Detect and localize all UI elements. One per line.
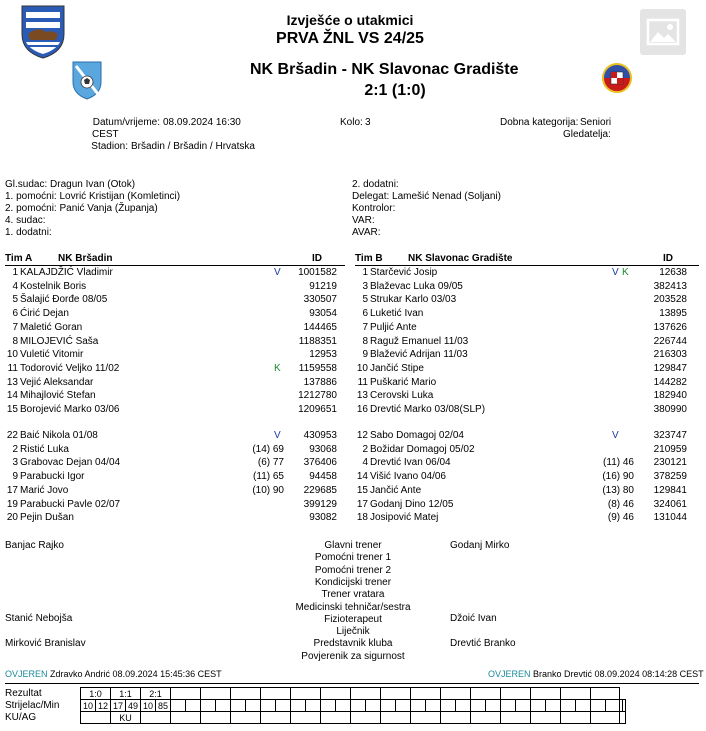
player-number: 2	[362, 444, 368, 455]
team-a-club-rep: Mirković Branislav	[5, 638, 86, 649]
player-id: 1209651	[298, 404, 337, 415]
player-id: 137886	[303, 377, 337, 388]
player-id: 380990	[653, 404, 687, 415]
summary-grid	[80, 687, 626, 724]
player-name: Puljić Ante	[370, 322, 417, 333]
substitution-info: (16) 90	[602, 471, 634, 482]
player-number: 14	[356, 471, 368, 482]
player-id: 430953	[303, 430, 337, 441]
player-number: 13	[6, 377, 18, 388]
player-id: 129847	[653, 363, 687, 374]
player-id: 91219	[309, 281, 337, 292]
player-number: 9	[362, 349, 368, 360]
spectators-label: Gledatelja:	[563, 129, 611, 140]
player-name: Parabucki Pavle 02/07	[20, 499, 121, 510]
team-b-head-coach: Godanj Mirko	[450, 540, 510, 551]
player-number: 17	[356, 499, 368, 510]
scorer-cell: 12	[96, 700, 111, 712]
player-id: 229685	[303, 485, 337, 496]
player-number: 6	[362, 308, 368, 319]
player-name: Starčević Josip	[370, 267, 438, 278]
scorer-cell: 85	[156, 700, 171, 712]
player-flag: V	[274, 430, 281, 441]
stadium-label: Stadion:	[91, 141, 128, 152]
player-id: 129841	[653, 485, 687, 496]
player-name: Godanj Dino 12/05	[370, 499, 454, 510]
home-club-logo	[70, 60, 104, 100]
player-number: 9	[12, 471, 18, 482]
player-name: Ristić Luka	[20, 444, 69, 455]
main-referee-label: Gl.sudac:	[5, 179, 48, 190]
player-id: 323747	[653, 430, 687, 441]
staff-role-label: Pomoćni trener 1	[314, 552, 392, 563]
assistant1-label: 1. pomoćni:	[5, 191, 57, 202]
player-number: 14	[6, 390, 18, 401]
player-number: 13	[356, 390, 368, 401]
player-number: 1	[362, 267, 368, 278]
player-number: 15	[356, 485, 368, 496]
var-label: VAR:	[352, 215, 375, 226]
player-number: 4	[12, 281, 18, 292]
delegate-value: Lamešić Nenad (Soljani)	[392, 191, 501, 202]
player-name: Blaževac Luka 09/05	[370, 281, 463, 292]
player-number: 12	[356, 430, 368, 441]
timezone-value: CEST	[92, 129, 119, 140]
player-id: 324061	[653, 499, 687, 510]
staff-role-label: Predstavnik kluba	[313, 638, 393, 649]
scorer-label: Strijelac/Min	[5, 700, 60, 711]
player-name: Šalajić Đorđe 08/05	[20, 294, 108, 305]
player-name: Raguž Emanuel 11/03	[370, 336, 469, 347]
away-club-logo	[598, 62, 636, 94]
player-name: Ćirić Dejan	[20, 308, 69, 319]
player-number: 5	[362, 294, 368, 305]
team-b-id-header: ID	[663, 253, 673, 264]
age-category-label: Dobna kategorija:	[500, 117, 579, 128]
league-title: PRVA ŽNL VS 24/25	[276, 30, 424, 47]
team-b-verified-label: OVJEREN	[488, 669, 531, 679]
county-crest-logo	[20, 4, 66, 60]
player-id: 216303	[653, 349, 687, 360]
away-team-title: NK Slavonac Gradište	[351, 61, 519, 78]
kuag-label: KU/AG	[5, 712, 37, 723]
player-id: 137626	[653, 322, 687, 333]
team-b-name: NK Slavonac Gradište	[408, 253, 513, 264]
controller-label: Kontrolor:	[352, 203, 396, 214]
team-b-physio: Džoić Ivan	[450, 613, 497, 624]
player-name: Strukar Karlo 03/03	[370, 294, 457, 305]
player-name: Parabucki Igor	[20, 471, 85, 482]
scorer-cell: 10	[141, 700, 156, 712]
player-id: 13895	[659, 308, 687, 319]
home-team-title: NK Bršadin	[250, 61, 338, 78]
staff-role-label: Medicinski tehničar/sestra	[295, 602, 411, 613]
scorer-cell: 10	[81, 700, 96, 712]
player-name: Maletić Goran	[20, 322, 83, 333]
player-name: Puškarić Mario	[370, 377, 437, 388]
player-flag: V	[612, 267, 619, 278]
player-id: 1001582	[298, 267, 337, 278]
staff-role-label: Liječnik	[336, 626, 370, 637]
player-id: 399129	[303, 499, 337, 510]
player-id: 382413	[653, 281, 687, 292]
additional2-label: 2. dodatni:	[352, 179, 399, 190]
fourth-official-label: 4. sudac:	[5, 215, 46, 226]
player-id: 226744	[653, 336, 687, 347]
player-flag: K	[622, 267, 629, 278]
player-name: Jančić Ante	[370, 485, 422, 496]
player-number: 19	[6, 499, 18, 510]
player-id: 1188351	[298, 336, 337, 347]
team-a-verified-text: Zdravko Andrić 08.09.2024 15:45:36 CEST	[50, 669, 222, 679]
delegate-label: Delegat:	[352, 191, 390, 202]
player-name: Višić Ivano 04/06	[370, 471, 446, 482]
player-id: 1159558	[298, 363, 337, 374]
player-id: 203528	[653, 294, 687, 305]
stadium-value: Bršadin / Bršadin / Hrvatska	[131, 141, 255, 152]
player-id: 230121	[653, 457, 687, 468]
player-number: 5	[12, 294, 18, 305]
player-id: 131044	[653, 512, 687, 523]
ku-cell: KU	[111, 712, 141, 724]
player-number: 20	[6, 512, 18, 523]
assistant2-label: 2. pomoćni:	[5, 203, 57, 214]
player-number: 6	[12, 308, 18, 319]
substitution-info: (11) 65	[253, 471, 284, 482]
player-name: Kostelnik Boris	[20, 281, 87, 292]
player-flag: V	[612, 430, 619, 441]
player-name: Cerovski Luka	[370, 390, 434, 401]
team-a-id-header: ID	[312, 253, 322, 264]
player-id: 93054	[309, 308, 337, 319]
datetime-label: Datum/vrijeme:	[92, 117, 160, 128]
player-number: 10	[6, 349, 18, 360]
result-cell: 1:0	[81, 688, 111, 700]
player-id: 144282	[653, 377, 687, 388]
player-number: 16	[356, 404, 368, 415]
final-score: 2:1 (1:0)	[364, 82, 426, 99]
substitution-info: (8) 46	[607, 499, 634, 510]
player-number: 15	[6, 404, 18, 415]
staff-role-label: Kondicijski trener	[314, 577, 392, 588]
player-number: 3	[362, 281, 368, 292]
player-name: Pejin Dušan	[20, 512, 74, 523]
player-name: Mihajlović Stefan	[20, 390, 96, 401]
staff-role-label: Glavni trener	[324, 540, 382, 551]
substitution-info: (14) 69	[252, 444, 284, 455]
substitution-info: (10) 90	[252, 485, 284, 496]
result-cell: 1:1	[111, 688, 141, 700]
staff-role-label: Pomoćni trener 2	[314, 565, 392, 576]
player-name: Drevtić Ivan 06/04	[370, 457, 451, 468]
player-name: Vuletić Vitomir	[20, 349, 84, 360]
team-b-label: Tim B	[355, 253, 383, 264]
player-id: 93068	[309, 444, 337, 455]
player-id: 93082	[309, 512, 337, 523]
player-number: 1	[12, 267, 18, 278]
player-id: 1212780	[298, 390, 337, 401]
avar-label: AVAR:	[352, 227, 381, 238]
team-a-name: NK Bršadin	[58, 253, 113, 264]
player-name: Luketić Ivan	[370, 308, 424, 319]
player-name: Božidar Domagoj 05/02	[370, 444, 475, 455]
player-id: 378259	[653, 471, 687, 482]
player-name: Jančić Stipe	[370, 363, 424, 374]
team-b-club-rep: Drevtić Branko	[450, 638, 516, 649]
player-number: 8	[362, 336, 368, 347]
team-a-physio: Stanić Nebojša	[5, 613, 73, 624]
player-number: 18	[356, 512, 368, 523]
player-number: 4	[362, 457, 368, 468]
player-number: 22	[6, 430, 18, 441]
player-number: 7	[362, 322, 368, 333]
round-value: 3	[365, 117, 371, 128]
player-number: 11	[7, 363, 18, 374]
scorer-cell: 17	[111, 700, 126, 712]
team-a-head-coach: Banjac Rajko	[5, 540, 64, 551]
substitution-info: (11) 46	[603, 457, 634, 468]
player-name: Borojević Marko 03/06	[20, 404, 120, 415]
player-flag: V	[274, 267, 281, 278]
main-referee-value: Dragun Ivan (Otok)	[50, 179, 136, 190]
datetime-value: 08.09.2024 16:30	[163, 117, 241, 128]
player-id: 144465	[303, 322, 337, 333]
player-flag: K	[274, 363, 281, 374]
age-category-value: Seniori	[580, 117, 612, 128]
player-id: 12638	[659, 267, 687, 278]
player-number: 7	[12, 322, 18, 333]
additional1-label: 1. dodatni:	[5, 227, 52, 238]
player-name: Blažević Adrijan 11/03	[370, 349, 468, 360]
player-name: Baić Nikola 01/08	[20, 430, 98, 441]
player-name: Sabo Domagoj 02/04	[370, 430, 464, 441]
player-number: 17	[6, 485, 18, 496]
staff-role-label: Trener vratara	[321, 589, 385, 600]
player-name: KALAJDŽIĆ Vladimir	[20, 267, 113, 278]
round-label: Kolo:	[340, 117, 363, 128]
team-b-verified-text: Branko Drevtić 08.09.2024 08:14:28 CEST	[533, 669, 704, 679]
team-a-label: Tim A	[5, 253, 33, 264]
player-id: 94458	[309, 471, 337, 482]
result-cell: 2:1	[141, 688, 171, 700]
report-title: Izvješće o utakmici	[286, 12, 414, 28]
player-number: 10	[356, 363, 368, 374]
player-name: Marić Jovo	[20, 485, 69, 496]
staff-role-label: Povjerenik za sigurnost	[301, 651, 405, 662]
player-number: 2	[12, 444, 18, 455]
player-id: 376406	[303, 457, 337, 468]
team-a-verified-label: OVJEREN	[5, 669, 48, 679]
player-name: Drevtić Marko 03/08(SLP)	[370, 404, 486, 415]
player-id: 182940	[653, 390, 687, 401]
assistant2-value: Panić Vanja (Županja)	[59, 203, 158, 214]
result-label: Rezultat	[5, 688, 42, 699]
player-id: 330507	[303, 294, 337, 305]
player-name: MILOJEVIĆ Saša	[20, 336, 99, 347]
substitution-info: (6) 77	[257, 457, 284, 468]
player-name: Grabovac Dejan 04/04	[20, 457, 121, 468]
player-name: Vejić Aleksandar	[20, 377, 94, 388]
scorer-cell: 49	[126, 700, 141, 712]
player-number: 11	[357, 377, 368, 388]
substitution-info: (9) 46	[607, 512, 634, 523]
player-id: 210959	[653, 444, 687, 455]
player-number: 8	[12, 336, 18, 347]
player-name: Josipović Matej	[370, 512, 439, 523]
player-id: 12953	[309, 349, 337, 360]
player-name: Todorović Veljko 11/02	[20, 363, 120, 374]
staff-role-label: Fizioterapeut	[324, 614, 382, 625]
assistant1-value: Lovrić Kristijan (Komletinci)	[59, 191, 181, 202]
player-number: 3	[12, 457, 18, 468]
image-placeholder-icon	[640, 9, 686, 55]
title-dash: -	[341, 61, 347, 78]
substitution-info: (13) 80	[602, 485, 634, 496]
